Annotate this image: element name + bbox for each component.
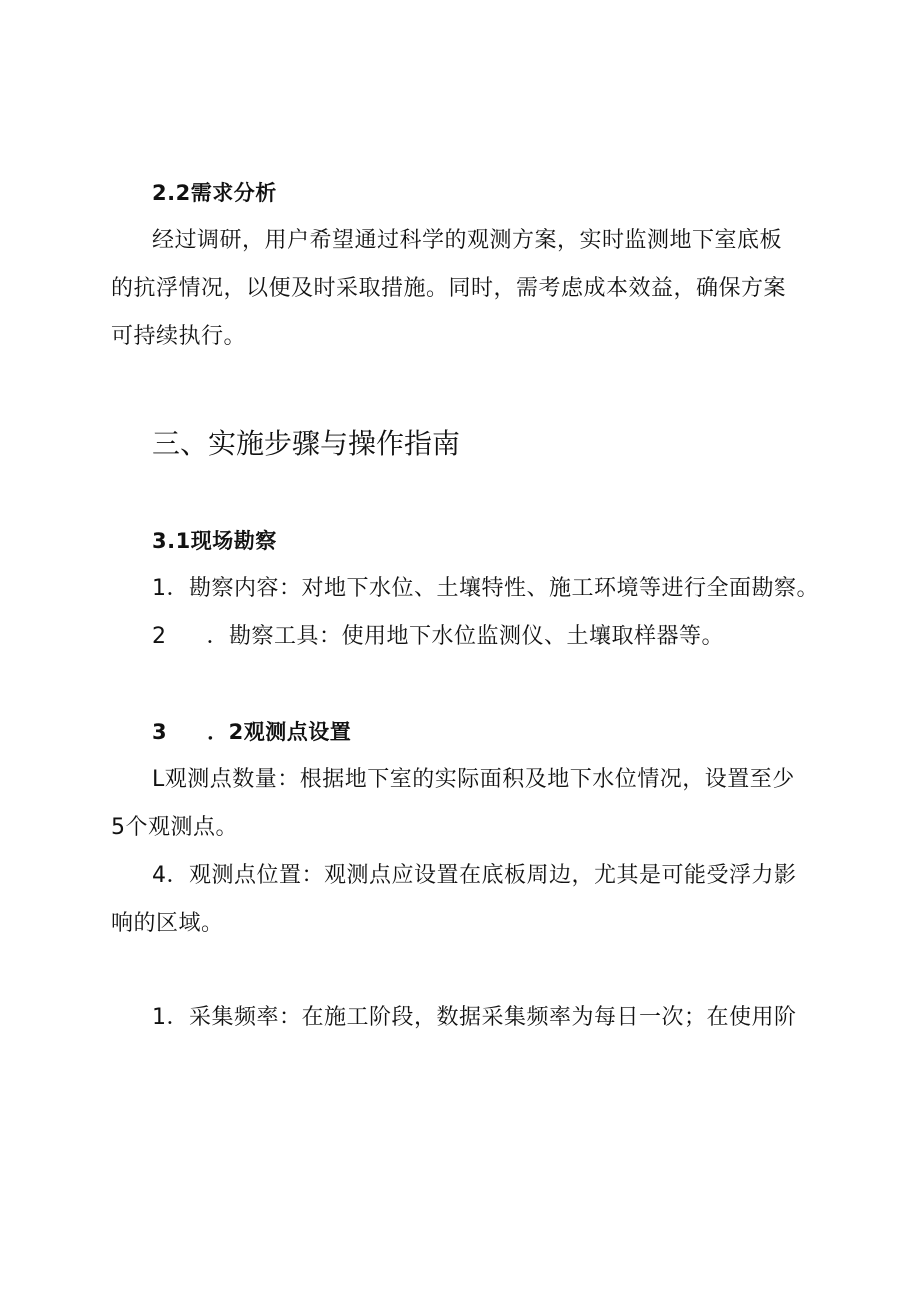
list-item-number: 2: [152, 624, 167, 649]
paragraph-line: 可持续执行。: [111, 324, 247, 349]
section-heading-number: 3: [152, 720, 168, 744]
section-heading-3-1: 3.1现场勘察: [152, 529, 277, 553]
list-item: 1．勘察内容：对地下水位、土壤特性、施工环境等进行全面勘察。: [152, 576, 819, 601]
paragraph-line: 经过调研，用户希望通过科学的观测方案，实时监测地下室底板: [152, 228, 783, 253]
list-item: [152, 622, 724, 652]
section-heading-3-2: [152, 717, 351, 747]
list-item-line: 响的区域。: [111, 911, 224, 936]
chapter-heading-3: 三、实施步骤与操作指南: [152, 427, 461, 460]
paragraph-line: 的抗浮情况，以便及时采取措施。同时，需考虑成本效益，确保方案: [111, 276, 787, 301]
list-item-line: 1．采集频率：在施工阶段，数据采集频率为每日一次；在使用阶: [152, 1005, 797, 1030]
list-item-line: 5个观测点。: [111, 815, 238, 840]
list-item-text: ．勘察工具：使用地下水位监测仪、土壤取样器等。: [206, 624, 725, 649]
section-heading-text: ．2观测点设置: [207, 720, 352, 744]
section-heading-2-2: 2.2需求分析: [152, 181, 277, 205]
list-item-line: 4．观测点位置：观测点应设置在底板周边，尤其是可能受浮力影: [152, 863, 797, 888]
list-item-line: L观测点数量：根据地下室的实际面积及地下水位情况，设置至少: [152, 767, 795, 792]
